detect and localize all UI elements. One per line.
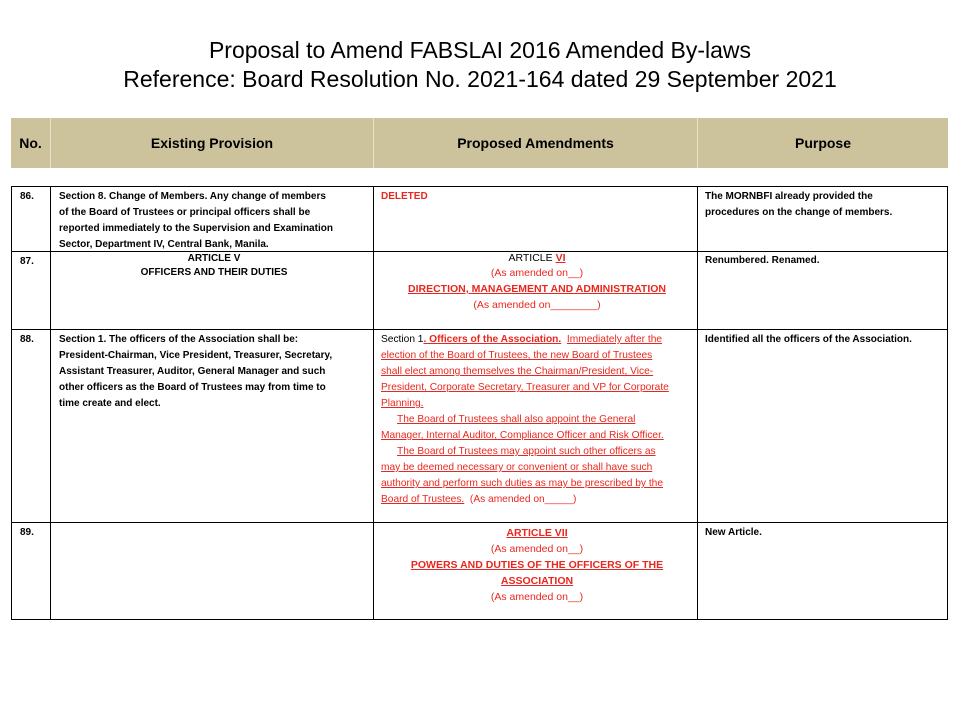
amended-note: (As amended on__) bbox=[490, 543, 584, 555]
proposed-amendment bbox=[374, 252, 698, 329]
proposed-text: Board of Trustees. bbox=[381, 494, 465, 505]
existing-provision bbox=[51, 187, 374, 251]
amendment-table bbox=[11, 186, 948, 620]
article-heading: ASSOCIATION bbox=[500, 575, 574, 587]
title-line-2: Reference: Board Resolution No. 2021-164 dated 29 September 2021 bbox=[123, 66, 837, 92]
existing-line: Section 1. The officers of the Association shall be: bbox=[59, 334, 299, 345]
proposed-text: shall elect among themselves the Chairman/President, Vice- bbox=[381, 366, 654, 377]
article-number: VI bbox=[555, 252, 566, 264]
purpose bbox=[698, 187, 948, 251]
title-line-1: Proposal to Amend FABSLAI 2016 Amended By-laws bbox=[208, 37, 752, 63]
existing-line: ARTICLE V bbox=[187, 253, 241, 264]
purpose bbox=[698, 252, 948, 329]
existing-line: time create and elect. bbox=[59, 398, 161, 409]
proposed-amendment: DELETED bbox=[374, 187, 698, 251]
proposed-line bbox=[381, 332, 694, 348]
purpose-line: procedures on the change of members. bbox=[705, 207, 893, 218]
proposed-text: President, Corporate Secretary, Treasurer and VP for Corporate bbox=[381, 382, 669, 393]
article-label: ARTICLE bbox=[508, 252, 556, 264]
amended-note: (As amended on________) bbox=[473, 299, 601, 311]
section-heading: . Officers of the Association. bbox=[423, 334, 562, 345]
existing-line: OFFICERS AND THEIR DUTIES bbox=[140, 267, 288, 278]
existing-line: Section 8. Change of Members. Any change of members bbox=[59, 191, 326, 202]
proposed-article-line bbox=[381, 252, 693, 265]
row-number: 87. bbox=[11, 252, 51, 329]
purpose-line: Renumbered. Renamed. bbox=[705, 255, 820, 266]
article-label: ARTICLE VII bbox=[506, 527, 568, 539]
table-row bbox=[11, 186, 948, 251]
existing-line: of the Board of Trustees or principal officers shall be bbox=[59, 207, 311, 218]
table-header bbox=[11, 118, 948, 168]
slide-title bbox=[0, 36, 960, 94]
purpose bbox=[698, 523, 948, 619]
existing-provision bbox=[51, 330, 374, 522]
amended-note: (As amended on_____) bbox=[469, 494, 577, 505]
proposed-amendment bbox=[374, 330, 698, 522]
proposed-amendment bbox=[374, 523, 698, 619]
existing-line: Assistant Treasurer, Auditor, General Manager and such bbox=[59, 366, 326, 377]
article-heading: POWERS AND DUTIES OF THE OFFICERS OF THE bbox=[410, 559, 664, 571]
existing-provision bbox=[51, 523, 374, 619]
proposed-text: The Board of Trustees shall also appoint the General bbox=[397, 414, 636, 425]
table-row bbox=[11, 329, 948, 522]
existing-line: Sector, Department IV, Central Bank, Manila. bbox=[59, 239, 269, 250]
amended-note: (As amended on__) bbox=[490, 267, 584, 279]
purpose bbox=[698, 330, 948, 522]
proposed-text: may be deemed necessary or convenient or shall have such bbox=[381, 462, 653, 473]
existing-line: other officers as the Board of Trustees may from time to bbox=[59, 382, 326, 393]
purpose-line: The MORNBFI already provided the bbox=[705, 191, 873, 202]
proposed-text: authority and perform such duties as may be prescribed by the bbox=[381, 478, 664, 489]
table-row bbox=[11, 522, 948, 620]
proposed-text: election of the Board of Trustees, the new Board of Trustees bbox=[381, 350, 653, 361]
article-heading: DIRECTION, MANAGEMENT AND ADMINISTRATION bbox=[407, 283, 666, 295]
header-no: No. bbox=[11, 118, 51, 168]
row-number: 89. bbox=[11, 523, 51, 619]
row-number: 88. bbox=[11, 330, 51, 522]
proposed-text: The Board of Trustees may appoint such other officers as bbox=[397, 446, 656, 457]
proposed-text: Immediately after the bbox=[566, 334, 663, 345]
proposed-line bbox=[381, 492, 694, 508]
purpose-line: Identified all the officers of the Association. bbox=[705, 334, 912, 345]
existing-line: President-Chairman, Vice President, Treasurer, Secretary, bbox=[59, 350, 333, 361]
section-label: Section 1 bbox=[381, 334, 424, 345]
header-proposed: Proposed Amendments bbox=[374, 118, 698, 168]
purpose-line: New Article. bbox=[705, 527, 762, 538]
proposed-text: Planning. bbox=[381, 398, 424, 409]
existing-provision bbox=[51, 252, 374, 329]
table-row bbox=[11, 251, 948, 329]
amended-note: (As amended on__) bbox=[490, 591, 584, 603]
header-purpose: Purpose bbox=[794, 135, 851, 151]
existing-line: reported immediately to the Supervision and Examination bbox=[59, 223, 333, 234]
row-number: 86. bbox=[11, 187, 51, 251]
proposed-text: Manager, Internal Auditor, Compliance Officer and Risk Officer. bbox=[381, 430, 664, 441]
header-existing: Existing Provision bbox=[51, 118, 374, 168]
